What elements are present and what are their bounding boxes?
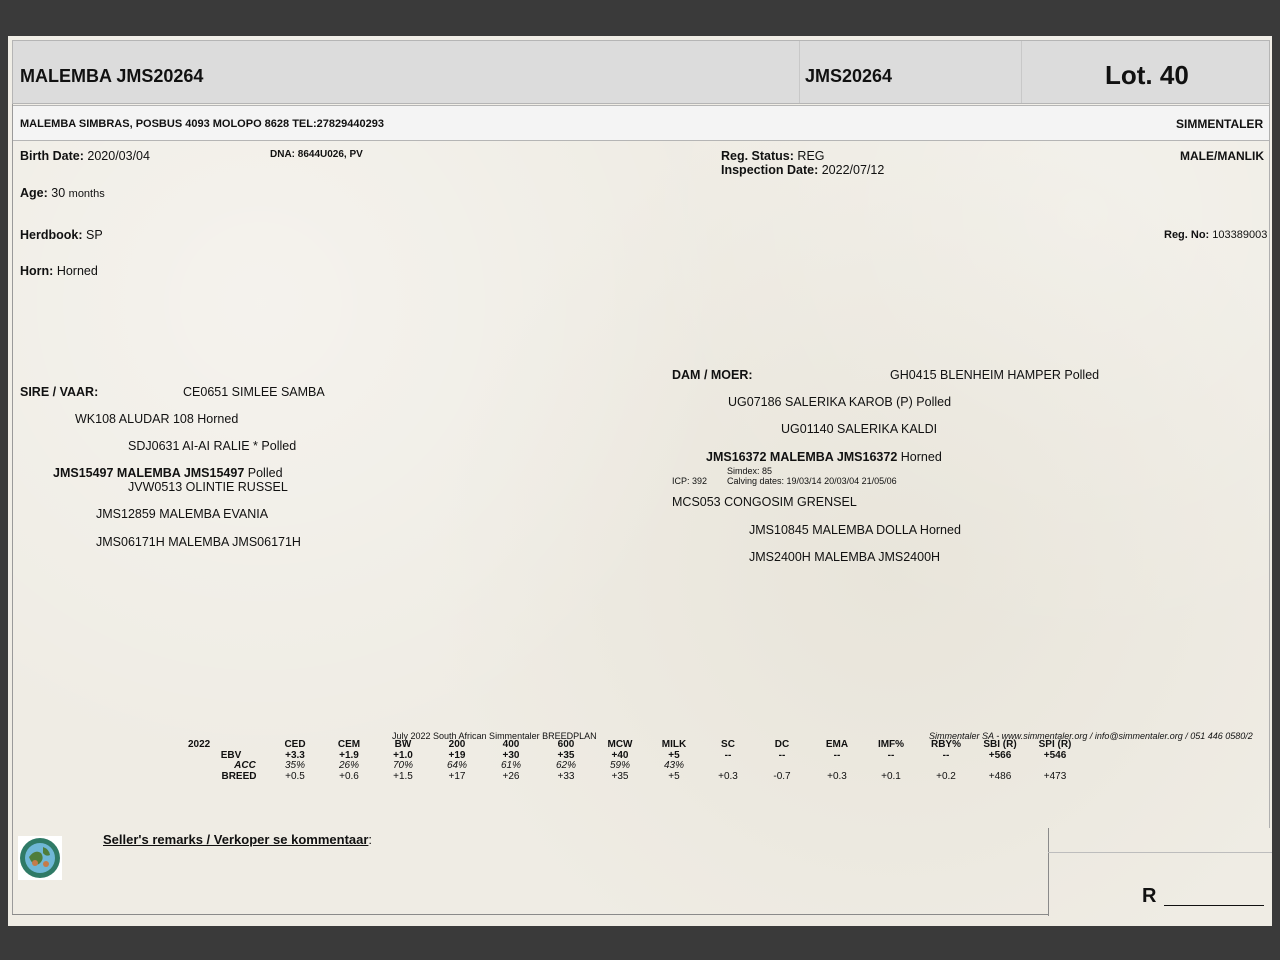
reg-status: [721, 149, 825, 163]
dam-simdex: Simdex: 85: [727, 466, 773, 476]
dam-dam-sire: MCS053 CONGOSIM GRENSEL: [672, 495, 857, 509]
seller-remarks-label: Seller's remarks / Verkoper se kommentaar: [103, 832, 369, 847]
dam: [706, 450, 942, 464]
reg-no-value: 103389003: [1212, 229, 1268, 241]
ebv-accuracy-0: 35%: [284, 760, 305, 771]
reg-status-label: Reg. Status:: [721, 149, 794, 163]
ebv-value-0: +3.3: [285, 749, 305, 761]
ebv-column-header-8: SC: [721, 739, 735, 750]
ebv-year: 2022: [188, 739, 211, 750]
breed-average-3: +17: [448, 770, 466, 782]
breed-average-1: +0.6: [339, 770, 359, 782]
frame-line: [12, 104, 13, 915]
header-divider: [1021, 41, 1022, 103]
ebv-value-2: +1.0: [393, 749, 413, 761]
dam-sire: UG07186 SALERIKA KAROB (P) Polled: [728, 395, 952, 409]
breed-average-9: -0.7: [773, 770, 791, 782]
sire-sire-sire: WK108 ALUDAR 108 Horned: [75, 412, 239, 426]
frame-line: [1048, 828, 1049, 916]
ebv-column-header-5: 600: [557, 739, 575, 750]
breed-name: SIMMENTALER: [1176, 117, 1264, 131]
frame-line: [1048, 852, 1272, 853]
seller-remarks: [103, 832, 372, 847]
breed-average-14: +473: [1043, 770, 1067, 782]
horn-value: Horned: [56, 264, 98, 278]
herdbook-label: Herdbook:: [20, 228, 83, 242]
animal-name: MALEMBA JMS20264: [20, 66, 204, 86]
breeder-address: MALEMBA SIMBRAS, POSBUS 4093 MOLOPO 8628 TEL:27829440293: [20, 118, 384, 130]
ebv-column-header-6: MCW: [607, 739, 633, 750]
ebv-value-5: +35: [557, 749, 575, 761]
ebv-row-label: EBV: [220, 749, 242, 761]
ebv-value-6: +40: [611, 749, 629, 761]
breed-average-8: +0.3: [718, 770, 738, 782]
price-symbol: R: [1142, 885, 1157, 907]
breed-average-12: +0.2: [936, 770, 956, 782]
ebv-column-header-9: DC: [774, 739, 790, 750]
dam-name: JMS16372 MALEMBA JMS16372: [706, 450, 898, 464]
globe-icon: [19, 837, 61, 879]
ebv-value-12: --: [942, 749, 950, 761]
ebv-column-header-0: CED: [284, 739, 306, 750]
acc-row-label: ACC: [234, 760, 256, 771]
breed-average-11: +0.1: [881, 770, 901, 782]
lot-number: Lot. 40: [1105, 60, 1189, 90]
frame-line: [12, 914, 1049, 915]
ebv-value-4: +30: [502, 749, 520, 761]
breed-average-7: +5: [668, 770, 680, 782]
ebv-value-9: --: [778, 749, 786, 761]
dam-label: DAM / MOER:: [672, 368, 753, 382]
seller-remarks-colon: :: [368, 832, 373, 847]
herdbook-value: SP: [85, 228, 103, 242]
ebv-value-13: +566: [988, 749, 1012, 761]
ebv-column-header-4: 400: [502, 739, 520, 750]
ebv-value-11: --: [887, 749, 895, 761]
price-line[interactable]: [1164, 905, 1264, 906]
ebv-value-1: +1.9: [339, 749, 359, 761]
ebv-accuracy-1: 26%: [338, 760, 359, 771]
ebv-column-header-3: 200: [448, 739, 466, 750]
frame-line: [1269, 104, 1270, 828]
ebv-column-header-13: SBI (R): [983, 739, 1017, 750]
dam-sire-sire: GH0415 BLENHEIM HAMPER Polled: [890, 368, 1100, 382]
ebv-column-header-11: IMF%: [877, 739, 905, 750]
dna-info: DNA: 8644U026, PV: [270, 149, 363, 160]
breed-average-5: +33: [557, 770, 575, 782]
age-unit: months: [68, 188, 105, 200]
breed-row-label: BREED: [221, 770, 257, 782]
animal-id: JMS20264: [805, 66, 893, 86]
sire-dam-dam: JMS06171H MALEMBA JMS06171H: [96, 535, 301, 549]
ebv-value-8: --: [724, 749, 732, 761]
ebv-accuracy-7: 43%: [663, 760, 684, 771]
ebv-accuracy-6: 59%: [609, 760, 630, 771]
ebv-value-10: --: [833, 749, 841, 761]
ebv-column-header-1: CEM: [337, 739, 361, 750]
ebv-column-header-7: MILK: [661, 739, 687, 750]
sire-name: JMS15497 MALEMBA JMS15497: [53, 466, 245, 480]
breedplan-title: July 2022 South African Simmentaler BREEDPLAN: [392, 731, 597, 741]
birth-date-value: 2020/03/04: [87, 149, 150, 163]
dam-horn: Horned: [897, 450, 942, 464]
header-divider: [799, 41, 800, 103]
ebv-column-header-2: BW: [394, 739, 412, 750]
reg-no: [1164, 229, 1267, 241]
dam-calving-dates: Calving dates: 19/03/14 20/03/04 21/05/06: [727, 476, 897, 486]
sire: [53, 466, 283, 480]
ebv-column-header-14: SPI (R): [1038, 739, 1072, 750]
age-value: 30: [51, 186, 66, 200]
sire-sire-dam: SDJ0631 AI-AI RALIE * Polled: [128, 439, 297, 453]
sex: MALE/MANLIK: [1180, 149, 1264, 163]
breed-average-0: +0.5: [285, 770, 305, 782]
dam-dam: JMS10845 MALEMBA DOLLA Horned: [749, 523, 961, 537]
sire-label: SIRE / VAAR:: [20, 385, 99, 399]
dam-sire-dam: UG01140 SALERIKA KALDI: [781, 422, 938, 436]
reg-status-value: REG: [797, 149, 825, 163]
sire-dam: JMS12859 MALEMBA EVANIA: [96, 507, 269, 521]
simmentaler-logo: [18, 836, 62, 880]
breedplan-contact: Simmentaler SA - www.simmentaler.org / info@simmentaler.org / 051 446 0580/2: [929, 731, 1253, 741]
breed-average-6: +35: [611, 770, 629, 782]
ebv-accuracy-3: 64%: [446, 760, 467, 771]
breed-average-13: +486: [988, 770, 1012, 782]
ebv-accuracy-5: 62%: [555, 760, 576, 771]
dam-icp: ICP: 392: [672, 476, 708, 486]
inspection-date-label: Inspection Date:: [721, 163, 819, 177]
ebv-value-7: +5: [668, 749, 680, 761]
horn-label: Horn:: [20, 264, 54, 278]
sire-sire: CE0651 SIMLEE SAMBA: [183, 385, 325, 399]
sire-horn: Polled: [244, 466, 283, 480]
birth-date-label: Birth Date:: [20, 149, 84, 163]
ebv-value-14: +546: [1043, 749, 1067, 761]
birth-date: [20, 149, 150, 163]
breed-average-10: +0.3: [827, 770, 847, 782]
reg-no-label: Reg. No:: [1164, 229, 1210, 241]
herdbook: [20, 228, 103, 242]
inspection-date: [721, 163, 884, 177]
age: [20, 186, 105, 200]
sire-dam-sire: JVW0513 OLINTIE RUSSEL: [128, 480, 288, 494]
ebv-value-3: +19: [448, 749, 466, 761]
age-label: Age:: [20, 186, 48, 200]
inspection-date-value: 2022/07/12: [821, 163, 885, 177]
ebv-column-header-12: RBY%: [930, 739, 961, 750]
dam-dam-dam: JMS2400H MALEMBA JMS2400H: [749, 550, 941, 564]
horn: [20, 264, 98, 278]
ebv-accuracy-2: 70%: [392, 760, 413, 771]
ebv-column-header-10: EMA: [825, 739, 849, 750]
breed-average-4: +26: [502, 770, 520, 782]
breed-average-2: +1.5: [393, 770, 413, 782]
ebv-accuracy-4: 61%: [500, 760, 521, 771]
